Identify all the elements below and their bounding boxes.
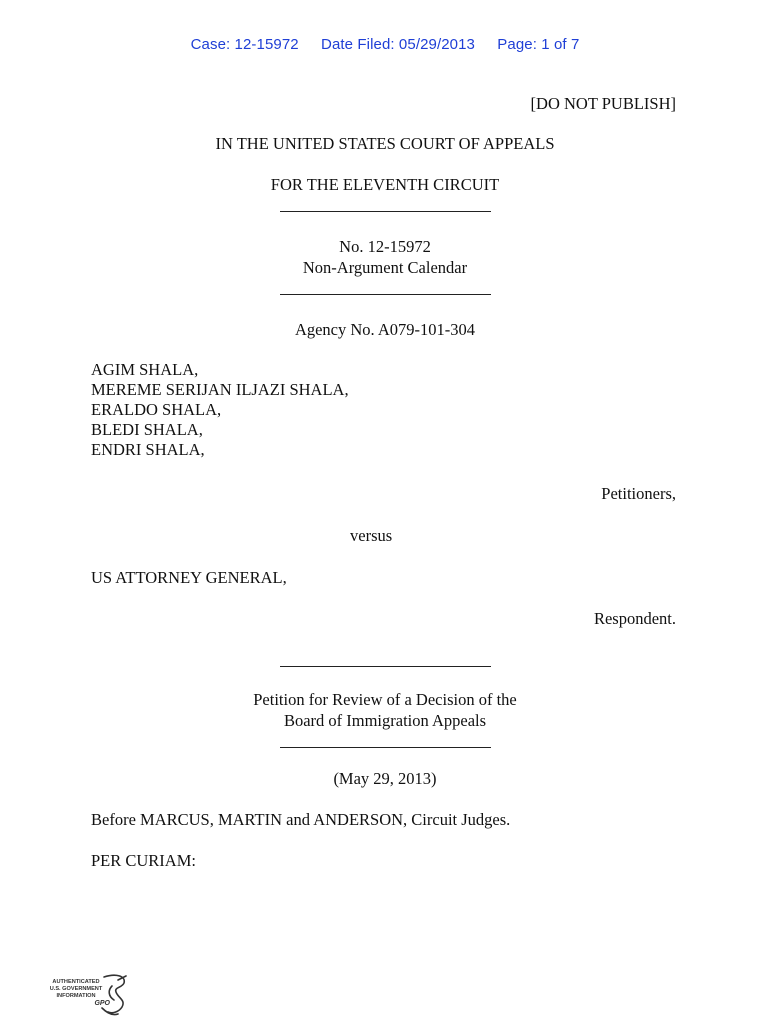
decision-date: (May 29, 2013)	[333, 769, 437, 788]
seal-line-2: U.S. GOVERNMENT	[49, 986, 103, 992]
seal-line-1: AUTHENTICATED	[52, 979, 100, 985]
per-curiam-heading: PER CURIAM:	[91, 851, 196, 870]
panel-judges: Before MARCUS, MARTIN and ANDERSON, Circuit Judges.	[91, 810, 511, 829]
case-number: No. 12-15972	[339, 237, 431, 256]
versus-text: versus	[350, 526, 393, 545]
divider-rule	[280, 747, 491, 748]
publish-note: [DO NOT PUBLISH]	[530, 94, 676, 113]
circuit-title: FOR THE ELEVENTH CIRCUIT	[270, 175, 500, 194]
petition-title-line2: Board of Immigration Appeals	[283, 711, 487, 730]
respondent-name: US ATTORNEY GENERAL,	[91, 568, 287, 587]
gpo-authentication-seal	[42, 972, 132, 1018]
header-page: Page: 1 of 7	[497, 36, 580, 53]
page-header	[0, 36, 770, 53]
petitioners-label: Petitioners,	[601, 484, 676, 503]
seal-line-4: GPO	[94, 1000, 110, 1007]
petitioner-name: AGIM SHALA,	[91, 360, 199, 379]
petitioner-name: ERALDO SHALA,	[91, 400, 222, 419]
petitioners-list	[91, 360, 349, 460]
header-case: Case: 12-15972	[190, 36, 299, 53]
agency-number: Agency No. A079-101-304	[294, 320, 476, 339]
petitioner-name: MEREME SERIJAN ILJAZI SHALA,	[91, 380, 349, 399]
seal-line-3: INFORMATION	[56, 993, 96, 999]
divider-rule	[280, 666, 491, 667]
divider-rule	[280, 211, 491, 212]
divider-rule	[280, 294, 491, 295]
petitioner-name: BLEDI SHALA,	[91, 420, 203, 439]
gpo-eagle-icon	[102, 975, 126, 1014]
petitioner-name: ENDRI SHALA,	[91, 440, 205, 459]
petition-title-line1: Petition for Review of a Decision of the	[253, 690, 517, 709]
header-date-filed: Date Filed: 05/29/2013	[321, 36, 476, 53]
calendar-type: Non-Argument Calendar	[302, 258, 468, 277]
respondent-label: Respondent.	[593, 609, 676, 628]
court-title: IN THE UNITED STATES COURT OF APPEALS	[215, 134, 555, 153]
